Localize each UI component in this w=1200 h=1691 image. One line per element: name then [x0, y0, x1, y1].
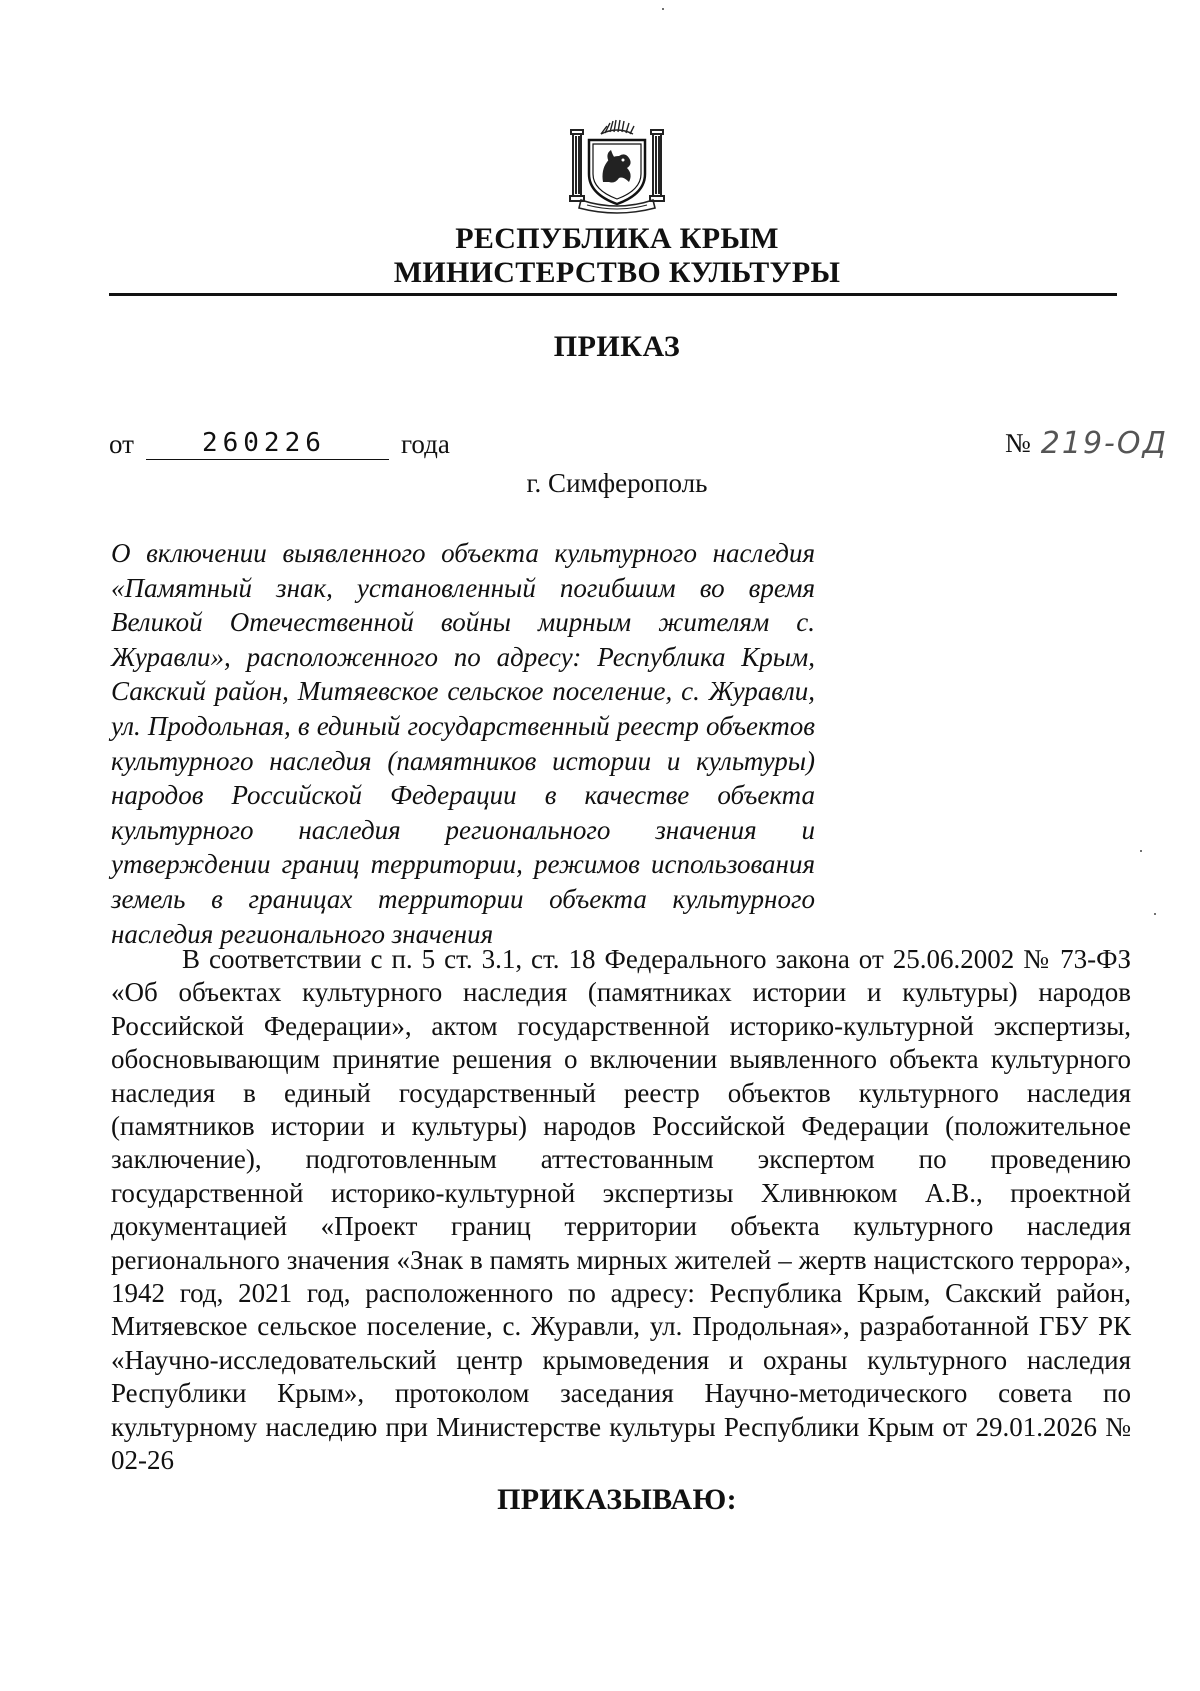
preamble-paragraph: В соответствии с п. 5 ст. 3.1, ст. 18 Федерального закона от 25.06.2002 № 73-ФЗ «Об объектах культурного наследия (памятниках истории и культуры) народов Российской Федерации», актом государственной историко-культурной экспертизы, обосновывающим принятие решения о включении выявленного объекта культурного наследия в единый государственный реестр объектов культурного наследия (памятников истории и культуры) народов Российской Федерации (положительное заключение), подготовленным аттестованным экспертом по проведению государственной историко-культурной экспертизы Хливнюком А.В., проектной документацией «Проект границ территории объекта культурного наследия регионального значения «Знак в память мирных жителей – жертв нацистского террора», 1942 год, 2021 год, расположенного по адресу: Республика Крым, Сакский район, Митяевское сельское поселение, с. Журавли, ул. Продольная», разработанной ГБУ РК «Научно-исследовательский центр крымоведения и охраны культурного наследия Республики Крым», протоколом заседания Научно-методического совета по культурному наследию при Министерстве культуры Республики Крым от 29.01.2026 № 02-26 — [111, 944, 1131, 1476]
number-value: 219-ОД — [1040, 426, 1168, 461]
number-prefix: № — [1005, 428, 1031, 458]
header-divider — [109, 293, 1117, 296]
scan-speck — [1140, 850, 1142, 852]
document-date — [109, 428, 450, 460]
crimea-coat-of-arms-icon — [563, 112, 671, 216]
date-prefix: от — [109, 429, 134, 459]
republic-title: РЕСПУБЛИКА КРЫМ — [455, 222, 779, 255]
document-subject: О включении выявленного объекта культурного наследия «Памятный знак, установленный погибшим во время Великой Отечественной войны мирным жителям с. Журавли», расположенного по адресу: Республика Крым, Сакский район, Митяевское сельское поселение, с. Журавли, ул. Продольная, в единый государственный реестр объектов культурного наследия (памятников истории и культуры) народов Российской Федерации в качестве объекта культурного наследия регионального значения и утверждении границ территории, режимов использования земель в границах территории объекта культурного наследия регионального значения — [111, 538, 815, 949]
date-suffix: года — [400, 429, 450, 459]
ministry-title: МИНИСТЕРСТВО КУЛЬТУРЫ — [393, 256, 841, 289]
scan-speck — [662, 8, 664, 10]
document-type-title: ПРИКАЗ — [553, 330, 681, 363]
scan-speck — [1154, 913, 1156, 915]
date-value: 260226 — [146, 428, 389, 460]
document-number — [1005, 428, 1168, 459]
decree-heading: ПРИКАЗЫВАЮ: — [497, 1483, 737, 1516]
document-city: г. Симферополь — [526, 468, 708, 498]
